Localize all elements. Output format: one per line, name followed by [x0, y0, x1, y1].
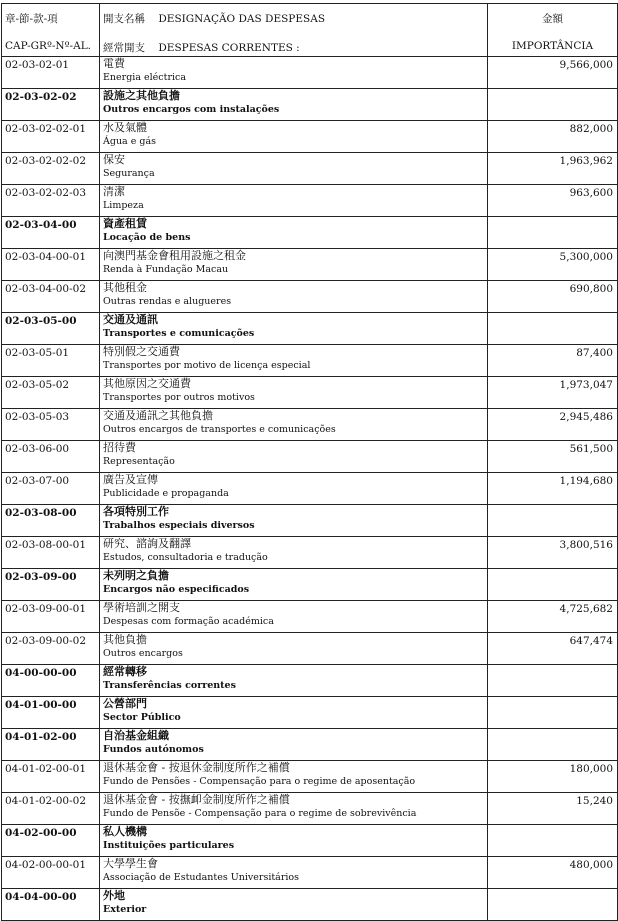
- row-designation: [100, 377, 488, 409]
- row-code: 04-01-02-00: [2, 729, 100, 761]
- row-code: 02-03-02-02-03: [2, 185, 100, 217]
- row-designation-zh: 研究、諮詢及翻譯: [103, 537, 191, 550]
- table-row: [2, 185, 618, 217]
- row-amount: 647,474: [488, 633, 618, 665]
- row-code: 02-03-09-00-02: [2, 633, 100, 665]
- header-amount-cell: [488, 4, 618, 57]
- table-row: [2, 57, 618, 89]
- header-code-zh: 章-節-款-項: [5, 13, 58, 25]
- row-designation-pt: Segurança: [103, 168, 155, 179]
- row-designation-pt: Limpeza: [103, 200, 144, 211]
- row-designation: [100, 473, 488, 505]
- row-designation: [100, 185, 488, 217]
- row-designation: [100, 249, 488, 281]
- row-amount: 963,600: [488, 185, 618, 217]
- table-row: [2, 729, 618, 761]
- row-designation-zh: 私人機構: [103, 825, 147, 838]
- table-row: [2, 601, 618, 633]
- row-designation-pt: Associação de Estudantes Universitários: [103, 872, 300, 883]
- row-designation-pt: Encargos não especificados: [103, 584, 250, 595]
- header-designation-line: [103, 11, 325, 26]
- table-row: [2, 281, 618, 313]
- row-amount: [488, 665, 618, 697]
- table-row: [2, 761, 618, 793]
- row-designation-pt: Transportes por outros motivos: [103, 392, 255, 403]
- row-designation-zh: 學術培訓之開支: [103, 601, 180, 614]
- row-amount: 4,725,682: [488, 601, 618, 633]
- row-designation: [100, 793, 488, 825]
- row-designation-zh: 其他負擔: [103, 633, 147, 646]
- row-code: 02-03-05-02: [2, 377, 100, 409]
- header-designation-zh: 開支名稱: [103, 13, 145, 25]
- row-designation-pt: Fundos autónomos: [103, 744, 204, 755]
- row-designation-pt: Locação de bens: [103, 232, 191, 243]
- row-designation-zh: 經常轉移: [103, 665, 147, 678]
- row-designation-pt: Publicidade e propaganda: [103, 488, 229, 499]
- row-amount: 15,240: [488, 793, 618, 825]
- header-designation-cell: [100, 4, 488, 57]
- row-amount: 561,500: [488, 441, 618, 473]
- table-row: [2, 313, 618, 345]
- row-code: 02-03-06-00: [2, 441, 100, 473]
- row-designation-zh: 退休基金會 - 按退休金制度所作之補償: [103, 761, 290, 774]
- row-amount: 87,400: [488, 345, 618, 377]
- row-designation-zh: 資產租賃: [103, 217, 147, 230]
- row-designation: [100, 729, 488, 761]
- table-row: [2, 89, 618, 121]
- row-designation-zh: 清潔: [103, 185, 125, 198]
- row-amount: 3,800,516: [488, 537, 618, 569]
- row-designation-pt: Transportes e comunicações: [103, 328, 255, 339]
- header-current-zh: 經常開支: [103, 42, 145, 54]
- row-designation-zh: 向澳門基金會租用設施之租金: [103, 249, 246, 262]
- table-row: [2, 249, 618, 281]
- row-amount: [488, 89, 618, 121]
- header-amount-zh: 金額: [542, 13, 563, 25]
- header-designation-pt: DESIGNAÇÃO DAS DESPESAS: [158, 13, 326, 25]
- row-amount: 1,194,680: [488, 473, 618, 505]
- row-amount: [488, 697, 618, 729]
- row-code: 04-01-02-00-01: [2, 761, 100, 793]
- row-code: 02-03-02-01: [2, 57, 100, 89]
- row-designation-zh: 其他租金: [103, 281, 147, 294]
- table-row: [2, 857, 618, 889]
- row-designation-pt: Fundo de Pensõe - Compensação para o regime de sobrevivência: [103, 808, 417, 819]
- row-amount: [488, 825, 618, 857]
- row-designation-pt: Outros encargos de transportes e comunicações: [103, 424, 336, 435]
- row-designation: [100, 857, 488, 889]
- row-designation-zh: 保安: [103, 153, 125, 166]
- row-designation: [100, 569, 488, 601]
- row-code: 02-03-05-00: [2, 313, 100, 345]
- table-row: [2, 409, 618, 441]
- row-designation: [100, 409, 488, 441]
- row-designation: [100, 281, 488, 313]
- row-code: 04-02-00-00: [2, 825, 100, 857]
- row-designation-zh: 自治基金組織: [103, 729, 169, 742]
- row-designation: [100, 89, 488, 121]
- table-row: [2, 473, 618, 505]
- header-current-pt: DESPESAS CORRENTES :: [158, 42, 300, 54]
- row-designation-zh: 電費: [103, 57, 125, 70]
- row-designation-pt: Outros encargos: [103, 648, 183, 659]
- header-current-line: [103, 40, 300, 55]
- table-row: [2, 153, 618, 185]
- row-designation-zh: 外地: [103, 889, 125, 902]
- row-code: 04-04-00-00: [2, 889, 100, 921]
- row-designation-pt: Água e gás: [103, 136, 157, 147]
- table-row: [2, 441, 618, 473]
- table-row: [2, 633, 618, 665]
- header-code-pt: CAP-GRº-Nº-AL.: [5, 40, 91, 52]
- row-amount: 1,973,047: [488, 377, 618, 409]
- row-code: 02-03-04-00-01: [2, 249, 100, 281]
- row-code: 02-03-05-03: [2, 409, 100, 441]
- row-designation-zh: 各項特別工作: [103, 505, 169, 518]
- table-row: [2, 505, 618, 537]
- row-designation: [100, 537, 488, 569]
- row-code: 02-03-05-01: [2, 345, 100, 377]
- row-amount: [488, 505, 618, 537]
- row-designation: [100, 665, 488, 697]
- row-code: 04-02-00-00-01: [2, 857, 100, 889]
- row-designation: [100, 57, 488, 89]
- table-row: [2, 377, 618, 409]
- row-code: 02-03-02-02-01: [2, 121, 100, 153]
- row-code: 02-03-02-02: [2, 89, 100, 121]
- table-row: [2, 569, 618, 601]
- row-code: 02-03-09-00-01: [2, 601, 100, 633]
- row-code: 02-03-08-00: [2, 505, 100, 537]
- row-designation-pt: Outras rendas e alugueres: [103, 296, 232, 307]
- row-code: 02-03-04-00: [2, 217, 100, 249]
- row-amount: 9,566,000: [488, 57, 618, 89]
- row-code: 02-03-02-02-02: [2, 153, 100, 185]
- row-designation-pt: Sector Público: [103, 712, 181, 723]
- header-code-cell: [2, 4, 100, 57]
- table-row: [2, 665, 618, 697]
- table-row: [2, 793, 618, 825]
- row-designation: [100, 441, 488, 473]
- row-designation-pt: Despesas com formação académica: [103, 616, 274, 627]
- row-designation: [100, 601, 488, 633]
- table-header: [2, 4, 618, 57]
- row-designation-pt: Transportes por motivo de licença especial: [103, 360, 311, 371]
- expense-table: [1, 3, 618, 921]
- row-designation: [100, 505, 488, 537]
- table-row: [2, 697, 618, 729]
- row-code: 04-00-00-00: [2, 665, 100, 697]
- row-designation-pt: Trabalhos especiais diversos: [103, 520, 255, 531]
- row-designation: [100, 825, 488, 857]
- row-designation: [100, 761, 488, 793]
- row-designation-pt: Energia eléctrica: [103, 72, 187, 83]
- table-row: [2, 825, 618, 857]
- row-amount: 2,945,486: [488, 409, 618, 441]
- row-code: 04-01-02-00-02: [2, 793, 100, 825]
- row-designation-zh: 特別假之交通費: [103, 345, 180, 358]
- row-designation-zh: 交通及通訊: [103, 313, 158, 326]
- row-designation-pt: Exterior: [103, 904, 147, 915]
- row-amount: [488, 729, 618, 761]
- row-amount: 5,300,000: [488, 249, 618, 281]
- table-row: [2, 889, 618, 921]
- row-designation-pt: Outros encargos com instalações: [103, 104, 280, 115]
- row-designation: [100, 345, 488, 377]
- row-designation-zh: 交通及通訊之其他負擔: [103, 409, 213, 422]
- row-amount: 882,000: [488, 121, 618, 153]
- row-code: 04-01-00-00: [2, 697, 100, 729]
- row-amount: 480,000: [488, 857, 618, 889]
- row-designation: [100, 633, 488, 665]
- row-amount: 180,000: [488, 761, 618, 793]
- row-designation: [100, 697, 488, 729]
- header-amount-pt: IMPORTÂNCIA: [511, 40, 594, 52]
- row-designation-pt: Instituições particulares: [103, 840, 235, 851]
- table-row: [2, 345, 618, 377]
- row-code: 02-03-04-00-02: [2, 281, 100, 313]
- row-amount: [488, 313, 618, 345]
- row-designation-zh: 廣告及宣傳: [103, 473, 158, 486]
- row-code: 02-03-08-00-01: [2, 537, 100, 569]
- row-designation-zh: 未列明之負擔: [103, 569, 169, 582]
- row-designation-pt: Estudos, consultadoria e tradução: [103, 552, 268, 563]
- row-designation-zh: 水及氣體: [103, 121, 147, 134]
- row-amount: [488, 889, 618, 921]
- row-designation-zh: 退休基金會 - 按撫卹金制度所作之補償: [103, 793, 290, 806]
- row-code: 02-03-09-00: [2, 569, 100, 601]
- row-designation: [100, 217, 488, 249]
- row-designation-zh: 大學學生會: [103, 857, 158, 870]
- row-amount: [488, 569, 618, 601]
- table-row: [2, 537, 618, 569]
- table-row: [2, 217, 618, 249]
- row-designation-pt: Representação: [103, 456, 175, 467]
- row-designation: [100, 153, 488, 185]
- row-designation-zh: 招待費: [103, 441, 136, 454]
- row-amount: 1,963,962: [488, 153, 618, 185]
- table-row: [2, 121, 618, 153]
- budget-sheet: [1, 3, 617, 921]
- row-code: 02-03-07-00: [2, 473, 100, 505]
- row-designation: [100, 121, 488, 153]
- row-designation: [100, 889, 488, 921]
- row-designation-zh: 公營部門: [103, 697, 147, 710]
- row-designation-pt: Renda à Fundação Macau: [103, 264, 229, 275]
- row-amount: 690,800: [488, 281, 618, 313]
- row-designation-zh: 其他原因之交通費: [103, 377, 191, 390]
- row-designation-pt: Transferências correntes: [103, 680, 236, 691]
- row-designation-pt: Fundo de Pensões - Compensação para o regime de aposentação: [103, 776, 416, 787]
- row-amount: [488, 217, 618, 249]
- row-designation-zh: 設施之其他負擔: [103, 89, 180, 102]
- row-designation: [100, 313, 488, 345]
